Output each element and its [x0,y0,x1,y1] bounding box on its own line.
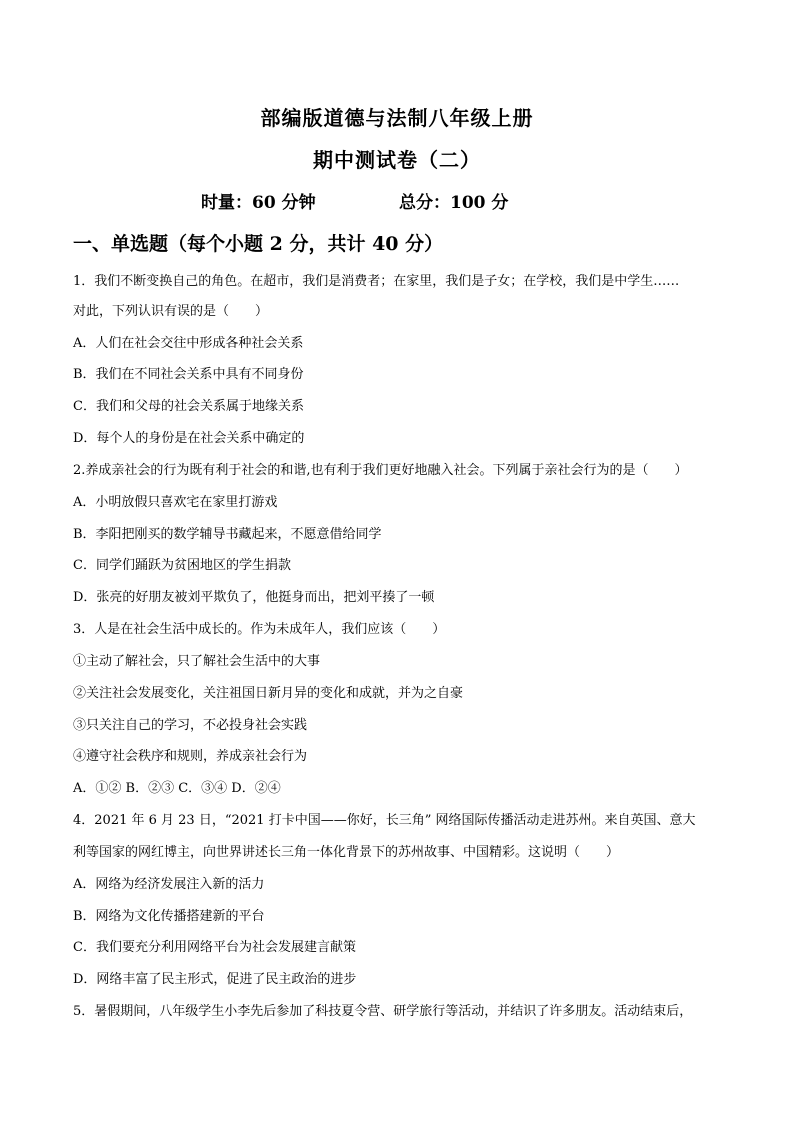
option-line: D．网络丰富了民主形式，促进了民主政治的进步 [73,972,357,987]
option-line: B．李阳把刚买的数学辅导书藏起来，不愿意借给同学 [73,527,382,542]
question-line: 2.养成亲社会的行为既有利于社会的和谐,也有利于我们更好地融入社会。下列属于亲社会行为的是（ ） [73,463,688,478]
question-line: 3．人是在社会生活中成长的。作为未成年人，我们应该（ ） [73,622,446,637]
option-line: A．①② B．②③ C．③④ D．②④ [73,781,281,796]
document-title: 部编版道德与法制八年级上册 [260,106,534,130]
question-line: 利等国家的网红博主，向世界讲述长三角一体化背景下的苏州故事、中国精彩。这说明（ ） [73,845,620,860]
exam-score: 总分：100 分 [399,193,509,213]
option-line: C．我们要充分利用网络平台为社会发展建言献策 [73,940,356,955]
question-line: 对此，下列认识有误的是（ ） [73,304,269,319]
option-line: B．我们在不同社会关系中具有不同身份 [73,367,304,382]
statement-line: ④遵守社会秩序和规则，养成亲社会行为 [73,749,308,764]
question-line: 4．2021 年 6 月 23 日，“2021 打卡中国——你好，长三角” 网络国际传播活动走进苏州。来自英国、意大 [73,813,696,828]
question-line: 1．我们不断变换自己的角色。在超市，我们是消费者；在家里，我们是子女；在学校，我们是中学生…… [73,274,680,289]
exam-time: 时量：60 分钟 [201,193,316,213]
option-line: C．同学们踊跃为贫困地区的学生捐款 [73,558,291,573]
option-line: C．我们和父母的社会关系属于地缘关系 [73,399,304,414]
question-line: 5．暑假期间，八年级学生小李先后参加了科技夏令营、研学旅行等活动，并结识了许多朋友。活动结束后， [73,1004,693,1019]
statement-line: ②关注社会发展变化，关注祖国日新月异的变化和成就，并为之自豪 [73,686,464,701]
statement-line: ③只关注自己的学习，不必投身社会实践 [73,718,308,733]
option-line: D．张亮的好朋友被刘平欺负了，他挺身而出，把刘平揍了一顿 [73,590,435,605]
section-heading: 一、单选题（每个小题 2 分，共计 40 分） [73,233,444,255]
option-line: B．网络为文化传播搭建新的平台 [73,909,265,924]
document-subtitle: 期中测试卷（二） [313,148,481,172]
option-line: D．每个人的身份是在社会关系中确定的 [73,431,305,446]
option-line: A．网络为经济发展注入新的活力 [73,877,265,892]
option-line: A．人们在社会交往中形成各种社会关系 [73,336,304,351]
statement-line: ①主动了解社会，只了解社会生活中的大事 [73,654,321,669]
option-line: A．小明放假只喜欢宅在家里打游戏 [73,495,278,510]
